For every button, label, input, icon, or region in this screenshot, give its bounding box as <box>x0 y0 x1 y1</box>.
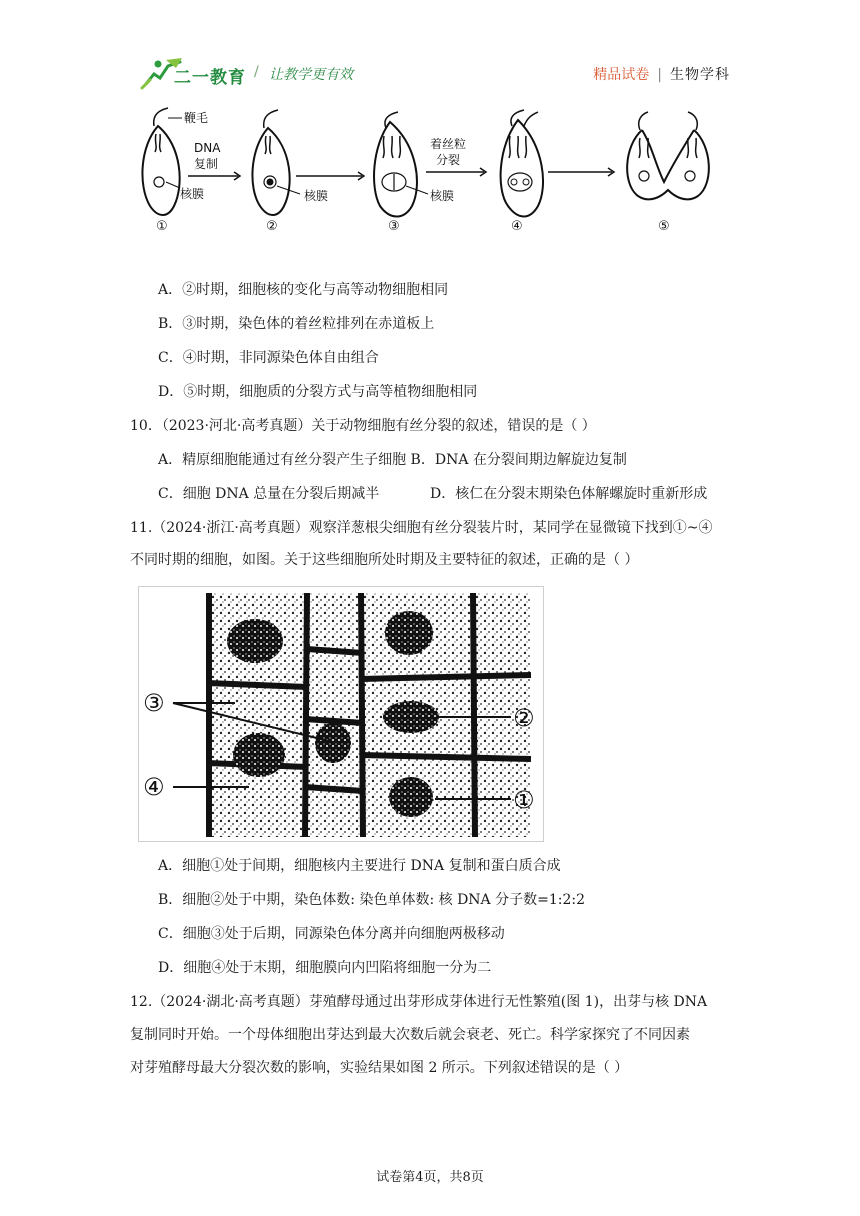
q9-option-a: A．②时期，细胞核的变化与高等动物细胞相同 <box>158 282 449 298</box>
photo-label-3: ③ <box>143 689 165 717</box>
header-right: 精品试卷 | 生物学科 <box>593 67 730 83</box>
stage-label-5: ⑤ <box>658 219 670 234</box>
q11-option-c: C．细胞③处于后期，同源染色体分离并向细胞两极移动 <box>158 926 505 942</box>
header-slash: / <box>254 64 259 80</box>
q9-option-d: D．⑤时期，细胞质的分裂方式与高等植物细胞相同 <box>158 384 478 400</box>
cell-stage-4 <box>501 110 543 217</box>
label-dna-2: 复制 <box>194 157 219 171</box>
q11-option-b: B．细胞②处于中期，染色体数: 染色单体数: 核 DNA 分子数=1:2:2 <box>158 892 585 908</box>
exam-label: 精品试卷 <box>593 67 650 83</box>
page-footer: 试卷第4页，共8页 <box>376 1170 484 1185</box>
microscope-photo <box>138 586 544 842</box>
q10-stem: 10．（2023·河北·高考真题）关于动物细胞有丝分裂的叙述，错误的是（ ） <box>130 418 596 434</box>
stage-label-2: ② <box>266 219 278 234</box>
q10-option-d: D．核仁在分裂末期染色体解螺旋时重新形成 <box>430 486 708 502</box>
q9-option-c: C．④时期，非同源染色体自由组合 <box>158 350 379 366</box>
q12-stem-line3: 对芽殖酵母最大分裂次数的影响，实验结果如图 2 所示。下列叙述错误的是（ ） <box>130 1060 629 1076</box>
cell-stage-3 <box>374 112 428 217</box>
q12-stem-line2: 复制同时开始。一个母体细胞出芽达到最大次数后就会衰老、死亡。科学家探究了不同因素 <box>130 1027 690 1043</box>
label-centromere-1: 着丝粒 <box>430 137 467 151</box>
stage-label-3: ③ <box>388 219 400 234</box>
brand-slogan: 让教学更有效 <box>269 67 353 83</box>
label-dna-1: DNA <box>194 141 221 155</box>
cell-stage-2 <box>252 110 300 215</box>
subject-label: 生物学科 <box>670 67 730 83</box>
stage-label-4: ④ <box>511 219 523 234</box>
q10-option-c: C．细胞 DNA 总量在分裂后期减半 <box>158 486 380 502</box>
label-flagellum: 鞭毛 <box>184 111 209 125</box>
page-header <box>140 56 730 90</box>
label-membrane-3: 核膜 <box>430 189 455 203</box>
q9-option-b: B．③时期，染色体的着丝粒排列在赤道板上 <box>158 316 435 332</box>
cell-stage-5 <box>627 112 709 199</box>
photo-label-4: ④ <box>143 773 165 801</box>
photo-label-1: ① <box>513 786 535 814</box>
onion-root-cells-image <box>139 587 543 841</box>
stage-label-1: ① <box>156 219 168 234</box>
q11-stem-line2: 不同时期的细胞，如图。关于这些细胞所处时期及主要特征的叙述，正确的是（ ） <box>130 552 639 568</box>
q10-options-row1: A．精原细胞能通过有丝分裂产生子细胞 B．DNA 在分裂间期边解旋边复制 <box>158 452 627 468</box>
q12-stem-line1: 12.（2024·湖北·高考真题）芽殖酵母通过出芽形成芽体进行无性繁殖(图 1)，出芽与核 DNA <box>130 994 708 1010</box>
label-membrane-2: 核膜 <box>304 189 329 203</box>
label-centromere-2: 分裂 <box>436 153 461 167</box>
q11-option-d: D．细胞④处于末期，细胞膜向内凹陷将细胞一分为二 <box>158 960 492 976</box>
label-membrane-1: 核膜 <box>180 187 205 201</box>
cell-division-diagram <box>128 106 728 236</box>
photo-label-2: ② <box>513 704 535 732</box>
q11-stem-line1: 11.（2024·浙江·高考真题）观察洋葱根尖细胞有丝分裂装片时，某同学在显微镜下找到①~④ <box>130 520 713 536</box>
q11-option-a: A．细胞①处于间期，细胞核内主要进行 DNA 复制和蛋白质合成 <box>158 858 561 874</box>
cell-stage-1 <box>142 108 182 215</box>
brand-name: 二一教育 <box>174 68 246 88</box>
